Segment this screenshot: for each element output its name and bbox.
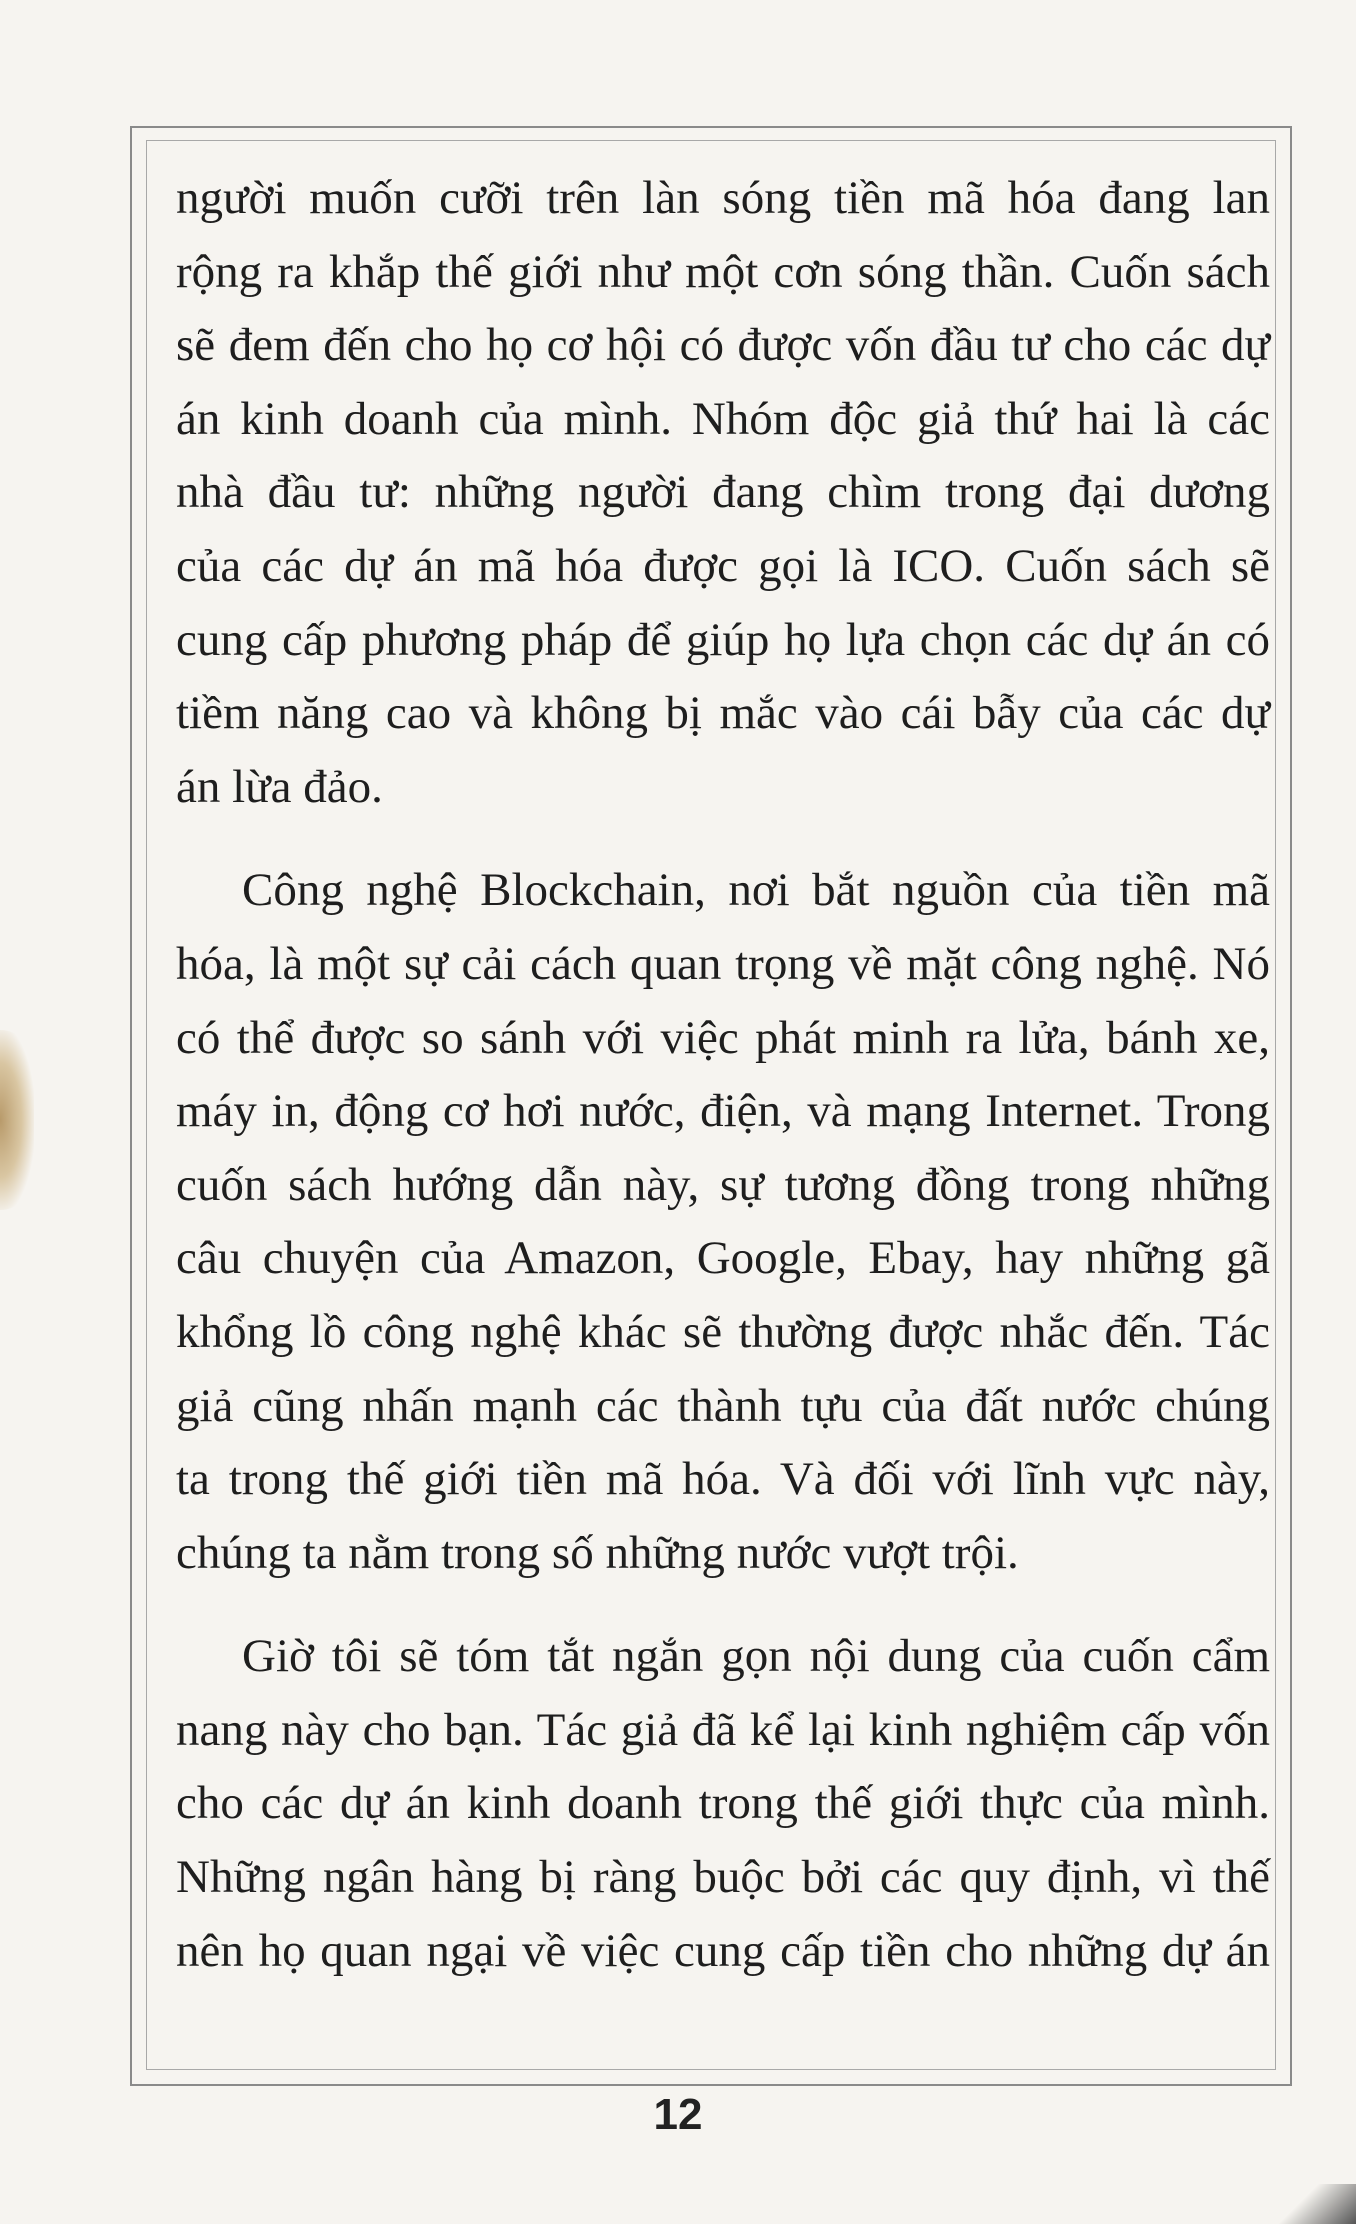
text-line: chúng ta nằm trong số những nước vượt trội. — [176, 1526, 1019, 1579]
text-line: máy in, động cơ hơi nước, điện, và mạng Internet. Trong — [176, 1085, 1270, 1138]
text-line: Công nghệ Blockchain, nơi bắt nguồn của tiền mã — [242, 864, 1270, 917]
text-line: án kinh doanh của mình. Nhóm độc giả thứ hai là các — [176, 392, 1270, 445]
paragraph-1 — [176, 162, 1270, 824]
paragraph-2 — [176, 854, 1270, 1590]
text-line: cho các dự án kinh doanh trong thế giới thực của mình. — [176, 1777, 1270, 1830]
text-line: của các dự án mã hóa được gọi là ICO. Cuốn sách sẽ — [176, 539, 1270, 592]
text-line: có thể được so sánh với việc phát minh ra lửa, bánh xe, — [176, 1011, 1270, 1064]
corner-shadow — [1266, 2184, 1356, 2224]
paragraph-3 — [176, 1620, 1270, 1988]
text-line: giả cũng nhấn mạnh các thành tựu của đất nước chúng — [176, 1379, 1270, 1432]
text-line: cung cấp phương pháp để giúp họ lựa chọn các dự án có — [176, 613, 1270, 666]
text-line: ta trong thế giới tiền mã hóa. Và đối với lĩnh vực này, — [176, 1453, 1270, 1506]
page-body-text — [176, 162, 1270, 1988]
text-line: sẽ đem đến cho họ cơ hội có được vốn đầu tư cho các dự — [176, 319, 1270, 372]
text-line: hóa, là một sự cải cách quan trọng về mặt công nghệ. Nó — [176, 937, 1270, 990]
text-line: Những ngân hàng bị ràng buộc bởi các quy định, vì thế — [176, 1851, 1270, 1904]
text-line: rộng ra khắp thế giới như một cơn sóng thần. Cuốn sách — [176, 245, 1270, 298]
text-line: nhà đầu tư: những người đang chìm trong đại dương — [176, 466, 1270, 519]
page-number: 12 — [653, 2090, 703, 2139]
text-line: câu chuyện của Amazon, Google, Ebay, hay những gã — [176, 1232, 1270, 1285]
text-line: nên họ quan ngại về việc cung cấp tiền cho những dự án — [176, 1924, 1270, 1977]
text-line: nang này cho bạn. Tác giả đã kể lại kinh nghiệm cấp vốn — [176, 1703, 1270, 1756]
text-line: tiềm năng cao và không bị mắc vào cái bẫy của các dự — [176, 687, 1270, 740]
text-line: án lừa đảo. — [176, 760, 383, 813]
text-line: Giờ tôi sẽ tóm tắt ngắn gọn nội dung của cuốn cẩm — [242, 1630, 1270, 1683]
text-line: người muốn cưỡi trên làn sóng tiền mã hóa đang lan — [176, 172, 1270, 224]
text-line: khổng lồ công nghệ khác sẽ thường được nhắc đến. Tác — [176, 1305, 1270, 1358]
page-edge-shadow — [0, 1030, 34, 1210]
text-line: cuốn sách hướng dẫn này, sự tương đồng trong những — [176, 1158, 1270, 1211]
